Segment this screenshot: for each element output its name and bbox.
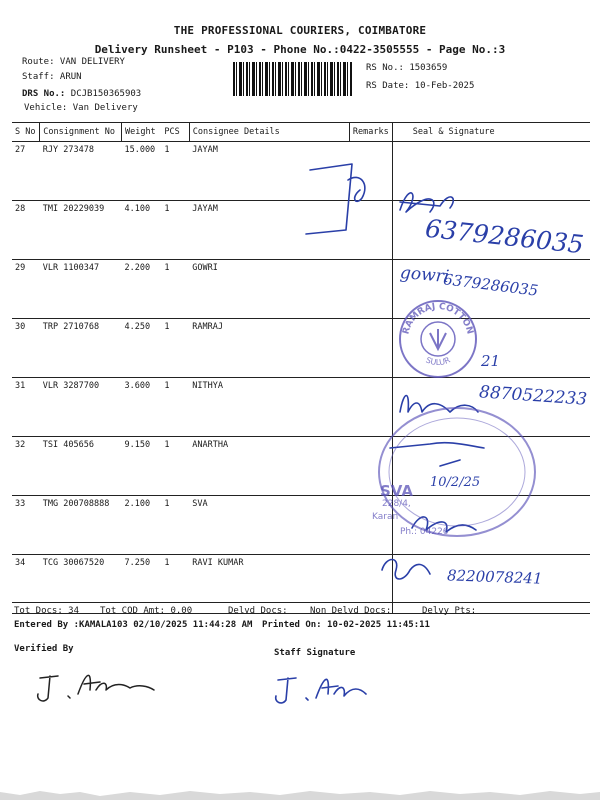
staff-signature	[268, 664, 408, 714]
ramraj-stamp-top: RAMRAJ COTTON	[401, 301, 475, 336]
cell-consignee: GOWRI	[189, 260, 349, 319]
cell-consignee: JAYAM	[189, 142, 349, 201]
cell-pcs: 1	[161, 260, 189, 319]
signature-row28-seal	[400, 193, 453, 212]
cell-sno: 28	[12, 201, 40, 260]
cell-sno: 27	[12, 142, 40, 201]
cell-consignee: NITHYA	[189, 378, 349, 437]
cell-weight: 15.000	[121, 142, 161, 201]
entered-by: Entered By :KAMALA103 02/10/2025 11:44:28 AM	[14, 620, 253, 630]
cell-consignment: RJY 273478	[40, 142, 122, 201]
cell-sno: 34	[12, 555, 40, 614]
cell-sno: 32	[12, 437, 40, 496]
handwritten-phone-row31: 8870522233	[478, 382, 588, 410]
drs-value: DCJB150365903	[70, 89, 142, 99]
rs-date: RS Date: 10-Feb-2025	[366, 81, 475, 91]
cell-pcs: 1	[161, 319, 189, 378]
drs-number	[22, 89, 141, 99]
company-title: THE PROFESSIONAL COURIERS, COIMBATORE	[173, 24, 427, 37]
handwritten-phone-row28: 6379286035	[423, 213, 586, 260]
table-header-row	[12, 123, 590, 142]
staff-label: Staff: ARUN	[22, 72, 82, 82]
cell-weight: 4.250	[121, 319, 161, 378]
cell-consignee: RAMRAJ	[189, 319, 349, 378]
cell-pcs: 1	[161, 201, 189, 260]
cell-pcs: 1	[161, 142, 189, 201]
ramraj-stamp	[396, 297, 480, 381]
cell-consignee: JAYAM	[189, 201, 349, 260]
cell-weight: 7.250	[121, 555, 161, 614]
cell-pcs: 1	[161, 378, 189, 437]
cell-consignment: TMG 200708888	[40, 496, 122, 555]
cell-consignment: VLR 1100347	[40, 260, 122, 319]
sva-stamp-name: SVA	[380, 482, 414, 500]
footer-divider	[12, 602, 590, 603]
handwritten-number-row30: 21	[481, 352, 501, 370]
col-seal: Seal & Signature	[392, 123, 590, 142]
cell-consignment: TRP 2710768	[40, 319, 122, 378]
printed-on: Printed On: 10-02-2025 11:45:11	[262, 620, 430, 630]
handwritten-phone-row34: 8220078241	[446, 566, 543, 588]
handwritten-phone-row29: 6379286035	[442, 270, 540, 300]
verified-by-signature	[30, 660, 170, 710]
cell-pcs: 1	[161, 555, 189, 614]
cell-consignee: ANARTHA	[189, 437, 349, 496]
cell-sno: 29	[12, 260, 40, 319]
signature-row27-remarks	[306, 164, 365, 234]
cell-consignment: TCG 30067520	[40, 555, 122, 614]
runsheet-subtitle: Delivery Runsheet - P103 - Phone No.:0422-3505555 - Page No.:3	[94, 43, 506, 56]
sva-stamp-line3: Ph.: 04226	[400, 527, 449, 537]
cell-weight: 2.200	[121, 260, 161, 319]
drs-label: DRS No.:	[22, 89, 66, 99]
cell-sno: 31	[12, 378, 40, 437]
staff-signature-label: Staff Signature	[274, 648, 356, 658]
barcode	[233, 62, 353, 96]
sva-stamp-date: 10/2/25	[430, 475, 481, 490]
cell-sno: 33	[12, 496, 40, 555]
cell-weight: 9.150	[121, 437, 161, 496]
cell-consignment: TSI 405656	[40, 437, 122, 496]
handwritten-name-row29: gowri	[399, 262, 451, 288]
torn-edge	[0, 786, 600, 800]
route-label: Route: VAN DELIVERY	[22, 57, 125, 67]
cell-weight: 4.100	[121, 201, 161, 260]
rs-number: RS No.: 1503659	[366, 63, 448, 73]
col-pcs: PCS	[161, 123, 189, 142]
cell-consignee: RAVI KUMAR	[189, 555, 349, 614]
ramraj-stamp-bottom: SULUR	[424, 355, 452, 368]
total-cod-amount: Tot COD Amt: 0.00	[100, 606, 193, 616]
col-sno: S No	[12, 123, 40, 142]
sva-stamp-line2: Karan	[372, 512, 399, 522]
col-consignment: Consignment No	[40, 123, 122, 142]
cell-consignment: VLR 3287700	[40, 378, 122, 437]
delivery-points: Delvy Pts:	[422, 606, 477, 616]
non-delivered-docs: Non Delvd Docs:	[310, 606, 392, 616]
cell-sno: 30	[12, 319, 40, 378]
cell-pcs: 1	[161, 437, 189, 496]
cell-weight: 2.100	[121, 496, 161, 555]
col-consignee: Consignee Details	[189, 123, 349, 142]
cell-pcs: 1	[161, 496, 189, 555]
col-remarks: Remarks	[349, 123, 392, 142]
delivered-docs: Delvd Docs:	[228, 606, 288, 616]
verified-by-label: Verified By	[14, 644, 74, 654]
signature-row34	[382, 560, 430, 580]
cell-consignment: TMI 20229039	[40, 201, 122, 260]
sva-stamp-line1: 228/4,	[382, 499, 411, 509]
cell-weight: 3.600	[121, 378, 161, 437]
vehicle-label: Vehicle: Van Delivery	[24, 103, 138, 113]
cell-consignee: SVA	[189, 496, 349, 555]
total-docs: Tot Docs: 34	[14, 606, 80, 616]
sva-stamp	[372, 402, 542, 542]
col-weight: Weight	[121, 123, 161, 142]
